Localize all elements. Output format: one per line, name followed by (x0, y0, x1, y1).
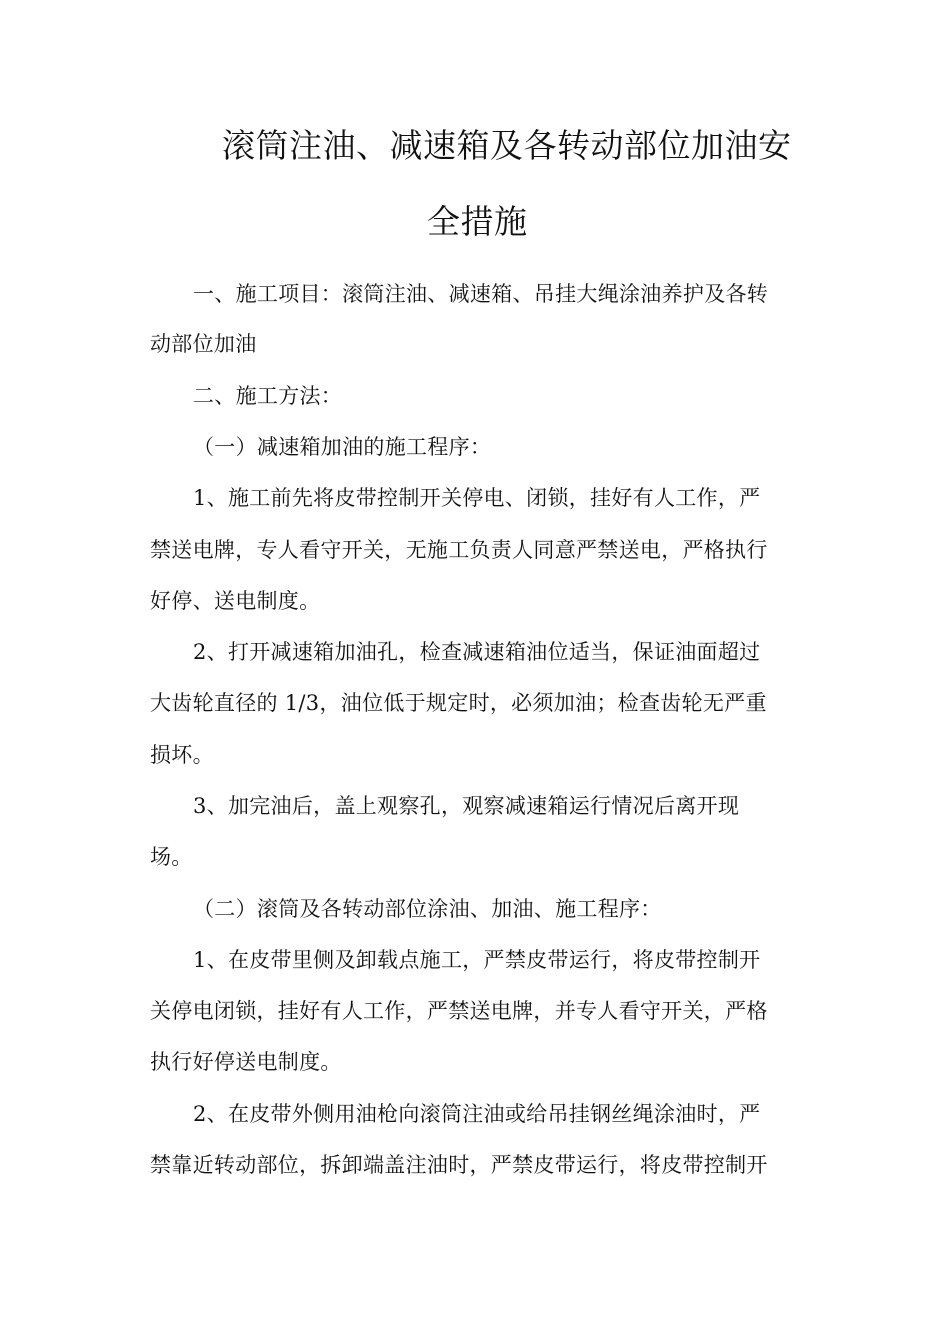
paragraph-line: 2、打开减速箱加油孔，检查减速箱油位适当，保证油面超过 (193, 640, 761, 664)
document-title-line-1: 滚筒注油、减速箱及各转动部位加油安 (222, 126, 792, 165)
paragraph-line: 3、加完油后，盖上观察孔，观察减速箱运行情况后离开现 (193, 794, 740, 818)
paragraph-line: 损坏。 (150, 743, 214, 767)
paragraph-line: 关停电闭锁，挂好有人工作，严禁送电牌，并专人看守开关，严格 (150, 999, 768, 1023)
subsection-heading-gearbox: （一）减速箱加油的施工程序： (193, 435, 492, 459)
section-heading-project: 一、施工项目：滚筒注油、减速箱、吊挂大绳涂油养护及各转 (193, 282, 769, 306)
paragraph-line: 大齿轮直径的 1/3，油位低于规定时，必须加油；检查齿轮无严重 (150, 691, 767, 715)
paragraph-line: 场。 (150, 845, 193, 869)
section-heading-method: 二、施工方法： (193, 384, 343, 408)
paragraph-line: 2、在皮带外侧用油枪向滚筒注油或给吊挂钢丝绳涂油时，严 (193, 1102, 761, 1126)
subsection-heading-drum: （二）滚筒及各转动部位涂油、加油、施工程序： (193, 897, 662, 921)
paragraph-line: 好停、送电制度。 (150, 589, 321, 613)
document-title-line-2: 全措施 (427, 202, 528, 241)
paragraph-line: 禁靠近转动部位，拆卸端盖注油时，严禁皮带运行，将皮带控制开 (150, 1153, 768, 1177)
paragraph-line: 执行好停送电制度。 (150, 1050, 342, 1074)
paragraph-line: 禁送电牌，专人看守开关，无施工负责人同意严禁送电，严格执行 (150, 538, 768, 562)
paragraph-line: 1、在皮带里侧及卸载点施工，严禁皮带运行，将皮带控制开 (193, 948, 761, 972)
paragraph-line: 1、施工前先将皮带控制开关停电、闭锁，挂好有人工作，严 (193, 486, 761, 510)
paragraph-line: 动部位加油 (150, 332, 257, 356)
